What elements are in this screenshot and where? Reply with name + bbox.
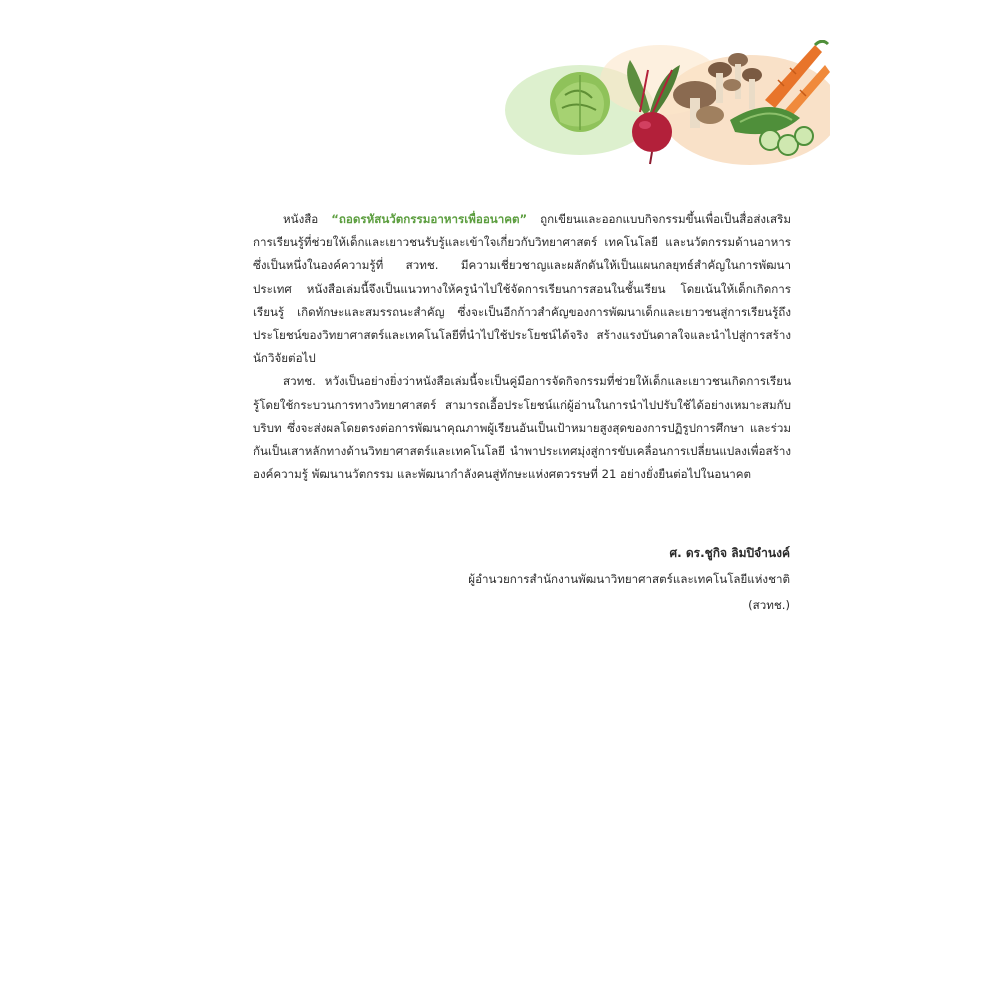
organization-abbreviation: (สวทช.) xyxy=(748,598,790,612)
book-title: “ถอดรหัสนวัตกรรมอาหารเพื่ออนาคต” xyxy=(331,212,528,226)
vegetables-illustration xyxy=(500,40,830,165)
preface-body xyxy=(253,208,791,486)
beet-icon xyxy=(632,112,672,164)
paragraph-1-lead: หนังสือ xyxy=(283,212,332,226)
signatory-position: ผู้อำนวยการสำนักงานพัฒนาวิทยาศาสตร์และเทคโนโลยีแห่งชาติ xyxy=(468,572,790,586)
cabbage-icon xyxy=(550,72,610,132)
paragraph-1-text: ถูกเขียนและออกแบบกิจกรรมขึ้นเพื่อเป็นสื่อส่งเสริมการเรียนรู้ที่ช่วยให้เด็กและเยาวชนรับรู้และเข้าใจเกี่ยวกับวิทยาศาสตร์ เทคโนโลยี และนวัตกรรมด้านอาหาร ซึ่งเป็นหนึ่งในองค์ความรู้ที่ สวทช. มีความเชี่ยวชาญและผลักดันให้เป็นแผนกลยุทธ์สำคัญในการพัฒนาประเทศ หนังสือเล่มนี้จึงเป็นแนวทางให้ครูนำไปใช้จัดการเรียนการสอนในชั้นเรียน โดยเน้นให้เด็กเกิดการเรียนรู้ เกิดทักษะและสมรรถนะสำคัญ ซึ่งจะเป็นอีกก้าวสำคัญของการพัฒนาเด็กและเยาวชนสู่การเรียนรู้ถึงประโยชน์ของวิทยาศาสตร์และเทคโนโลยีที่นำไปใช้ประโยชน์ได้จริง สร้างแรงบันดาลใจและนำไปสู่การสร้างนักวิจัยต่อไป xyxy=(253,212,791,366)
paragraph-2: สวทช. หวังเป็นอย่างยิ่งว่าหนังสือเล่มนี้จะเป็นคู่มือการจัดกิจกรรมที่ช่วยให้เด็กและเยาวชนเกิดการเรียนรู้โดยใช้กระบวนการทางวิทยาศาสตร์ สามารถเอื้อประโยชน์แก่ผู้อ่านในการนำไปปรับใช้ได้อย่างเหมาะสมกับบริบท ซึ่งจะส่งผลโดยตรงต่อการพัฒนาคุณภาพผู้เรียนอันเป็นเป้าหมายสูงสุดของการปฏิรูปการศึกษา และร่วมกันเป็นเสาหลักทางด้านวิทยาศาสตร์และเทคโนโลยี นำพาประเทศมุ่งสู่การขับเคลื่อนการเปลี่ยนแปลงเพื่อสร้างองค์ความรู้ พัฒนานวัตกรรม และพัฒนากำลังคนสู่ทักษะแห่งศตวรรษที่ 21 อย่างยั่งยืนต่อไปในอนาคต xyxy=(253,374,791,482)
paragraph-1 xyxy=(253,208,791,370)
signature-block xyxy=(468,540,790,618)
signatory-name: ศ. ดร.ชูกิจ ลิมปิจำนงค์ xyxy=(669,546,790,560)
